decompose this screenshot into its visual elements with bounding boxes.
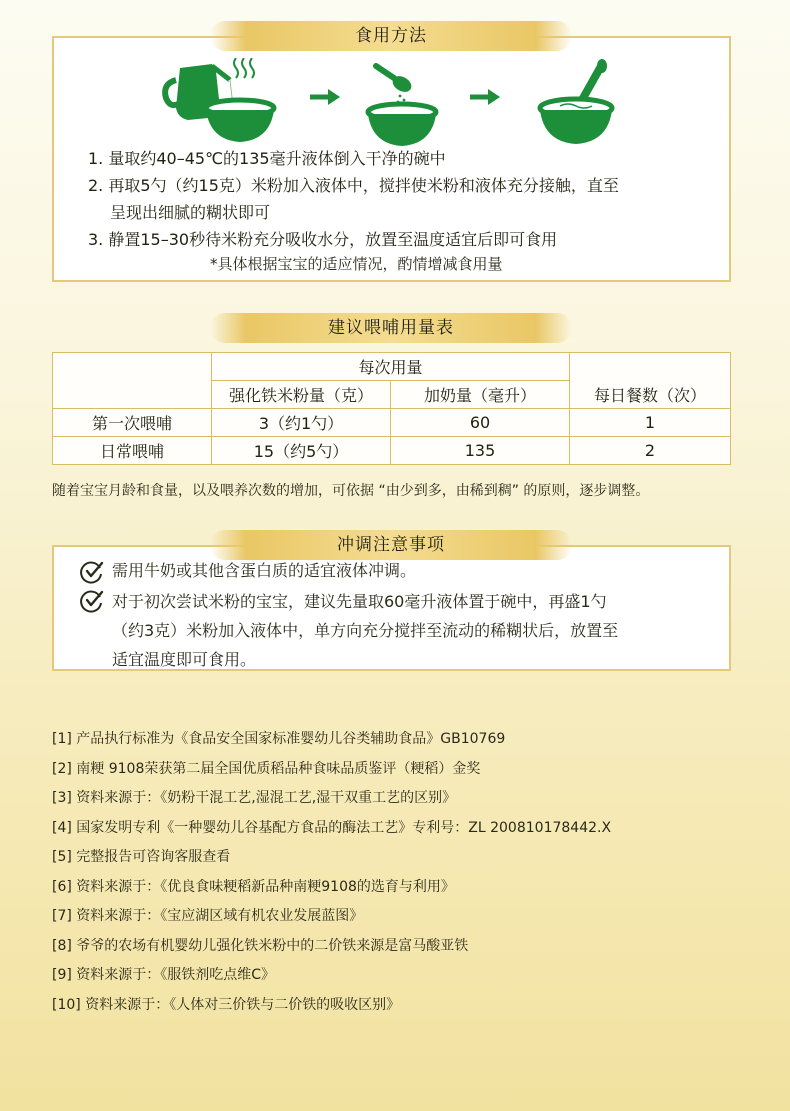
table-cell-milk: 60 bbox=[391, 409, 570, 437]
arrow-right-icon bbox=[468, 88, 502, 106]
checkmark-circle-icon bbox=[80, 560, 104, 584]
caution-item-2-line: 适宜温度即可食用。 bbox=[112, 650, 257, 669]
reference-item: [7] 资料来源于：《宝应湖区域有机农业发展蓝图》 bbox=[52, 908, 364, 924]
spoon-add-powder-icon bbox=[360, 58, 450, 148]
table-cell-meals: 1 bbox=[570, 409, 731, 437]
table-cell-powder: 3（约1勺） bbox=[212, 409, 391, 437]
reference-item: [6] 资料来源于：《优良食味粳稻新品种南粳9108的选育与利用》 bbox=[52, 878, 455, 895]
table-corner-cell bbox=[53, 353, 212, 409]
arrow-right-icon bbox=[308, 88, 342, 106]
table-row bbox=[53, 409, 731, 437]
caution-item-2-line: （约3克）米粉加入液体中，单方向充分搅拌至流动的稀糊状后，放置至 bbox=[112, 621, 619, 640]
table-cell-milk: 135 bbox=[391, 437, 570, 465]
stirring-bowl-icon bbox=[530, 58, 630, 148]
references-list bbox=[52, 725, 611, 1020]
checkmark-circle-icon bbox=[80, 589, 104, 613]
table-row bbox=[53, 437, 731, 465]
reference-item: [3] 资料来源于：《奶粉干混工艺,湿混工艺,湿干双重工艺的区别》 bbox=[52, 790, 457, 806]
table-header-group: 每次用量 bbox=[212, 353, 570, 381]
table-cell-powder: 15（约5勺） bbox=[212, 437, 391, 465]
feeding-footnote: 随着宝宝月龄和食量，以及喂养次数的增加，可依据 “由少到多，由稀到稠” 的原则，逐步调整。 bbox=[52, 483, 650, 499]
reference-item: [10] 资料来源于：《人体对三价铁与二价铁的吸收区别》 bbox=[52, 996, 401, 1013]
table-cell-meals: 2 bbox=[570, 437, 731, 465]
usage-illustrations bbox=[160, 58, 630, 148]
feeding-title: 建议喂哺用量表 bbox=[210, 313, 572, 343]
reference-item: [8] 爷爷的农场有机婴幼儿强化铁米粉中的二价铁来源是富马酸亚铁 bbox=[52, 937, 469, 954]
table-row-label: 第一次喂哺 bbox=[53, 409, 212, 437]
table-row-label: 日常喂哺 bbox=[53, 437, 212, 465]
usage-step-2-cont: 呈现出细腻的糊状即可 bbox=[110, 203, 271, 222]
caution-item-2 bbox=[112, 587, 618, 674]
table-header-milk: 加奶量（毫升） bbox=[391, 381, 570, 409]
caution-item-2-line: 对于初次尝试米粉的宝宝，建议先量取60毫升液体置于碗中，再盛1勺 bbox=[112, 592, 607, 611]
table-header-powder: 强化铁米粉量（克） bbox=[212, 381, 391, 409]
reference-item: [9] 资料来源于：《服铁剂吃点维C》 bbox=[52, 967, 276, 983]
caution-item-1: 需用牛奶或其他含蛋白质的适宜液体冲调。 bbox=[112, 561, 417, 580]
reference-item: [1] 产品执行标准为《食品安全国家标准婴幼儿谷类辅助食品》GB10769 bbox=[52, 731, 506, 747]
feeding-table bbox=[52, 352, 731, 465]
reference-item: [2] 南粳 9108荣获第二届全国优质稻品种食味品质鉴评（粳稻）金奖 bbox=[52, 760, 481, 777]
usage-note: *具体根据宝宝的适应情况，酌情增减食用量 bbox=[210, 255, 503, 273]
usage-title: 食用方法 bbox=[210, 21, 572, 51]
table-header-meals: 每日餐数（次） bbox=[570, 353, 731, 409]
usage-step-1: 1. 量取约40–45℃的135毫升液体倒入干净的碗中 bbox=[88, 149, 446, 168]
reference-item: [4] 国家发明专利《一种婴幼儿谷基配方食品的酶法工艺》专利号：ZL 200810178442.X bbox=[52, 819, 612, 836]
cautions-title: 冲调注意事项 bbox=[210, 530, 572, 560]
usage-step-2: 2. 再取5勺（约15克）米粉加入液体中，搅拌使米粉和液体充分接触，直至 bbox=[88, 176, 619, 195]
pitcher-pour-icon bbox=[160, 58, 280, 148]
usage-step-3: 3. 静置15–30秒待米粉充分吸收水分，放置至温度适宜后即可食用 bbox=[88, 230, 558, 249]
reference-item: [5] 完整报告可咨询客服查看 bbox=[52, 849, 231, 865]
usage-steps bbox=[88, 145, 619, 253]
